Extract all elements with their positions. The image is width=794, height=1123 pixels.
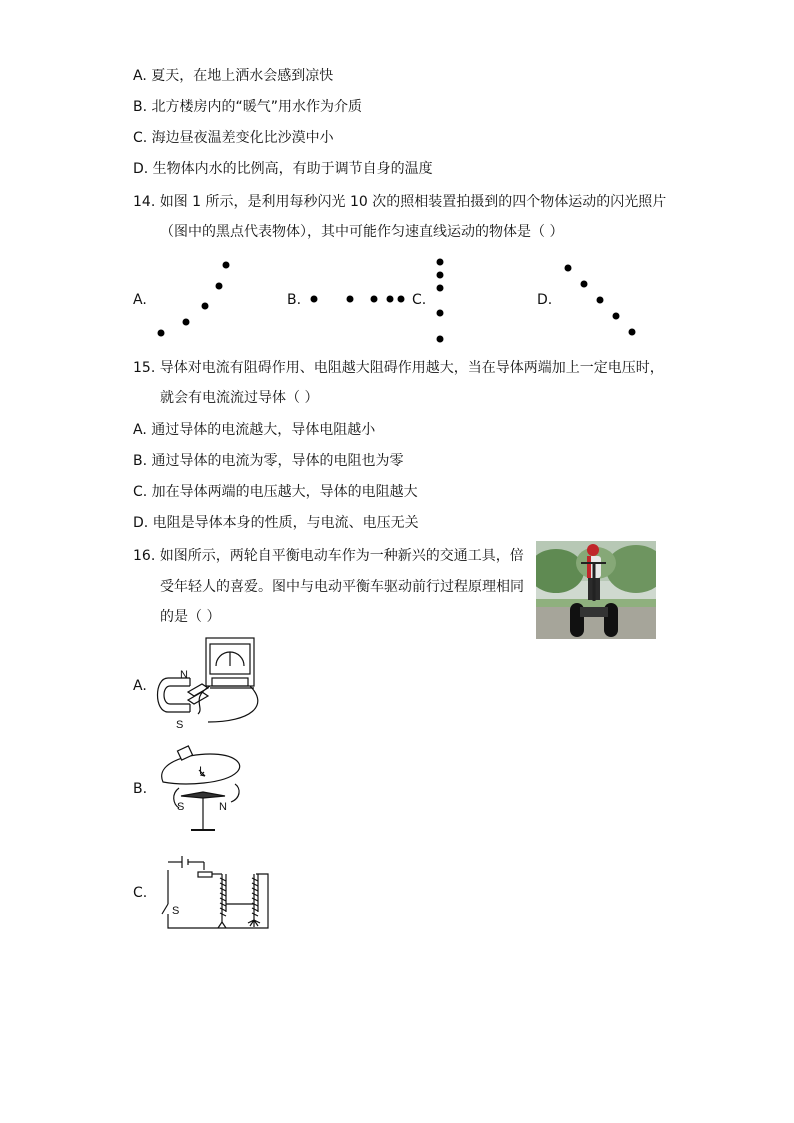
q14-label-b: B. xyxy=(287,292,302,308)
q14-a-dot xyxy=(216,283,223,290)
q14-c-dot xyxy=(437,336,444,343)
q14-b-dot xyxy=(347,296,354,303)
fig-b-i-label: I xyxy=(199,765,203,777)
segway-photo xyxy=(536,541,656,639)
q15-stem-line2: 就会有电流流过导体（ ） xyxy=(160,390,319,406)
q14-b-dot xyxy=(311,296,318,303)
q16-label-c: C. xyxy=(133,885,148,901)
q14-stem-line1: 14. 如图 1 所示，是利用每秒闪光 10 次的照相装置拍摄到的四个物体运动的闪光照片 xyxy=(133,194,667,210)
q14-c-dot xyxy=(437,259,444,266)
q15-stem-line1: 15. 导体对电流有阻碍作用、电阻越大阻碍作用越大，当在导体两端加上一定电压时， xyxy=(133,360,664,376)
q14-d-dot xyxy=(581,281,588,288)
fig-c-s-label: S xyxy=(172,905,180,917)
q14-a-dot xyxy=(158,330,165,337)
fig-b-n-label: N xyxy=(219,801,227,813)
q13-option-a: A. 夏天，在地上洒水会感到凉快 xyxy=(133,68,334,84)
q16-stem-line2: 受年轻人的喜爱。图中与电动平衡车驱动前行过程原理相同 xyxy=(160,579,524,595)
q13-option-c: C. 海边昼夜温差变化比沙漠中小 xyxy=(133,130,334,146)
q14-c-dot xyxy=(437,310,444,317)
q14-dot-figures xyxy=(0,0,794,400)
q13-option-d: D. 生物体内水的比例高，有助于调节自身的温度 xyxy=(133,161,433,177)
q14-a-dot xyxy=(183,319,190,326)
q16-figure-c-electromagnet xyxy=(160,852,280,934)
fig-b-s-label: S xyxy=(177,801,185,813)
q16-figure-a-generator xyxy=(150,636,280,736)
q15-option-a: A. 通过导体的电流越大，导体电阻越小 xyxy=(133,422,376,438)
q16-label-b: B. xyxy=(133,781,148,797)
q14-d-dot xyxy=(565,265,572,272)
fig-a-s-label: S xyxy=(176,719,184,731)
q15-option-c: C. 加在导体两端的电压越大，导体的电阻越大 xyxy=(133,484,418,500)
q16-figure-b-oersted xyxy=(155,744,255,839)
q16-stem-line3: 的是（ ） xyxy=(160,609,221,625)
q14-c-dot xyxy=(437,285,444,292)
q14-b-dot xyxy=(371,296,378,303)
q13-option-b: B. 北方楼房内的“暖气”用水作为介质 xyxy=(133,99,363,115)
q16-label-a: A. xyxy=(133,678,147,694)
q15-option-d: D. 电阻是导体本身的性质，与电流、电压无关 xyxy=(133,515,419,531)
q14-a-dot xyxy=(202,303,209,310)
q16-stem-line1: 16. 如图所示，两轮自平衡电动车作为一种新兴的交通工具，倍 xyxy=(133,548,524,564)
q15-option-b: B. 通过导体的电流为零，导体的电阻也为零 xyxy=(133,453,404,469)
q14-b-dot xyxy=(387,296,394,303)
q14-label-a: A. xyxy=(133,292,147,308)
q14-label-c: C. xyxy=(412,292,427,308)
q14-a-dot xyxy=(223,262,230,269)
q14-d-dot xyxy=(597,297,604,304)
q14-b-dot xyxy=(398,296,405,303)
q14-stem-line2: （图中的黑点代表物体），其中可能作匀速直线运动的物体是（ ） xyxy=(160,224,564,240)
q14-d-dot xyxy=(629,329,636,336)
q14-d-dot xyxy=(613,313,620,320)
q14-label-d: D. xyxy=(537,292,553,308)
q14-c-dot xyxy=(437,272,444,279)
fig-a-n-label: N xyxy=(180,669,188,681)
